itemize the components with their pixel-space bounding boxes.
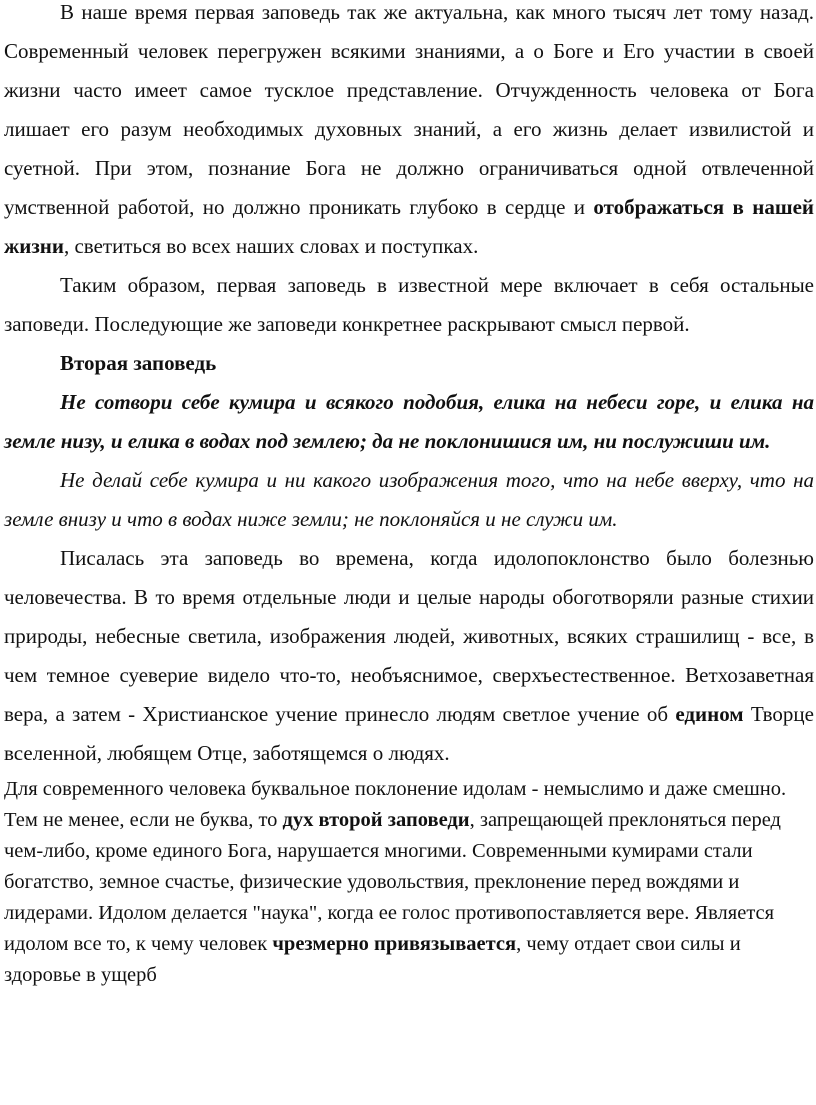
paragraph-text: , светиться во всех наших словах и поступках.: [63, 234, 479, 258]
bold-phrase: чрезмерно привязывается: [272, 933, 517, 955]
paragraph-text: , запрещающей преклоняться перед чем-либо, кроме единого Бога, нарушается многими. Современными кумирами стали богатство, земное счастье, физические удовольствия, преклонение перед вождями и лидерами. Идолом делается "наука", когда ее голос противопоставляется вере. Является идолом все то, к чему человек: [4, 809, 781, 955]
paragraph-text: Для современного человека буквальное поклонение идолам - немыслимо и даже смешно. Тем не менее, если не буква, то: [4, 778, 787, 831]
bold-phrase: едином: [675, 702, 744, 726]
paragraph-first-commandment-relevance: [4, 0, 814, 266]
paragraph-text: , чему отдает свои силы и здоровье в ущерб: [4, 933, 741, 986]
commandment-text: Не сотвори себе кумира и всякого подобия, елика на небеси горе, и елика на земле низу, и елика в водах под землею; да не поклонишися им, ни послужиши им.: [4, 390, 814, 453]
paragraph-modern-idols: [4, 773, 814, 991]
paragraph-text: В наше время первая заповедь так же актуальна, как много тысяч лет тому назад. Современный человек перегружен всякими знаниями, а о Боге и Его участии в своей жизни часто имеет самое тусклое представление. Отчужденность человека от Бога лишает его разум необходимых духовных знаний, а его жизнь делает извилистой и суетной. При этом, познание Бога не должно ограничиваться одной отвлеченной умственной работой, но должно проникать глубоко в сердце и: [4, 0, 814, 219]
commandment-translation: Не делай себе кумира и ни какого изображения того, что на небе вверху, что на земле внизу и что в водах ниже земли; не поклоняйся и не служи им.: [4, 468, 814, 531]
paragraph-text: Писалась эта заповедь во времена, когда идолопоклонство было болезнью человечества. В то время отдельные люди и целые народы обоготворяли разные стихии природы, небесные светила, изображения людей, животных, всяких страшилищ - все, в чем темное суеверие видело что-то, необъяснимое, сверхъестественное. Ветхозаветная вера, а затем - Христианское учение принесло людям светлое учение об: [4, 546, 814, 726]
bold-phrase: отображаться в нашей жизни: [4, 195, 814, 258]
section-heading: Вторая заповедь: [60, 351, 217, 375]
paragraph-idolatry-history: [4, 539, 814, 773]
paragraph-text: Творце вселенной, любящем Отце, заботящемся о людях.: [4, 702, 814, 765]
paragraph-summary: Таким образом, первая заповедь в известной мере включает в себя остальные заповеди. Последующие же заповеди конкретнее раскрывают смысл первой.: [4, 273, 814, 336]
bold-phrase: дух второй заповеди: [282, 809, 470, 831]
